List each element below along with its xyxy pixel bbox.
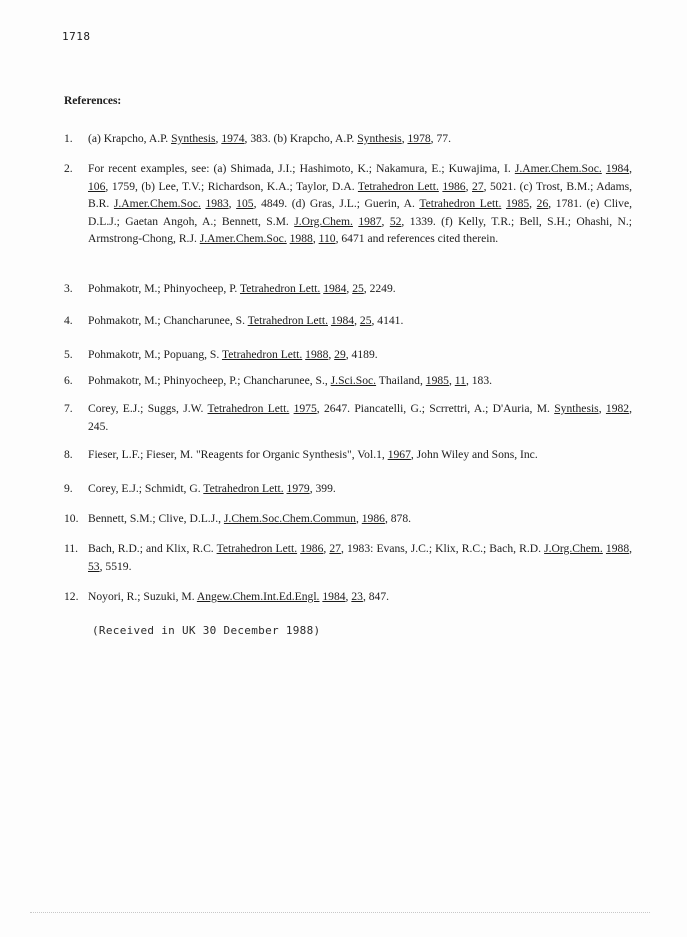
citation-underlined: 1979 <box>286 482 310 495</box>
reference-text <box>88 160 632 248</box>
citation-text: , 2647. Piancatelli, G.; Scrrettri, A.; D'Auria, M. <box>316 402 555 415</box>
citation-underlined: 1986 <box>442 179 466 193</box>
citation-underlined: 1984 <box>605 162 630 175</box>
reference-item <box>64 510 632 528</box>
citation-text: Thailand, <box>376 374 426 387</box>
reference-number: 7. <box>64 402 73 415</box>
citation-underlined: 110 <box>318 232 336 245</box>
citation-underlined: 25 <box>352 282 364 295</box>
citation-underlined: 52 <box>389 214 402 228</box>
reference-number: 4. <box>64 314 73 327</box>
citation-underlined: 1987 <box>358 214 382 228</box>
citation-text: , 183. <box>465 374 493 387</box>
reference-item <box>64 400 632 435</box>
reference-text <box>88 510 632 528</box>
citation-text: , <box>312 232 319 245</box>
citation-underlined: Synthesis <box>554 402 599 415</box>
citation-underlined: J.Sci.Soc. <box>330 374 377 387</box>
citation-underlined: 105 <box>236 197 254 210</box>
citation-underlined: J.Amer.Chem.Soc. <box>199 232 287 245</box>
citation-text: , <box>354 314 360 327</box>
citation-text: , <box>381 214 390 228</box>
citation-underlined: 1967 <box>387 448 411 461</box>
citation-underlined: 1985 <box>505 197 530 210</box>
citation-underlined: 1984 <box>323 282 347 295</box>
reference-text <box>88 280 632 298</box>
citation-text: , <box>323 542 330 555</box>
citation-text: , <box>598 402 606 415</box>
citation-underlined: 29 <box>334 348 346 361</box>
citation-text: , John Wiley and Sons, Inc. <box>410 448 538 461</box>
citation-underlined: 1988 <box>605 542 630 555</box>
reference-text <box>88 312 632 330</box>
citation-underlined: Angew.Chem.Int.Ed.Engl. <box>196 590 320 603</box>
citation-underlined: 23 <box>351 590 363 603</box>
citation-underlined: 1978 <box>407 132 431 145</box>
citation-text: Corey, E.J.; Schmidt, G. <box>88 482 204 495</box>
citation-underlined: 1986 <box>361 512 385 525</box>
citation-underlined: J.Org.Chem. <box>544 542 603 555</box>
reference-text <box>88 400 632 435</box>
citation-underlined: 27 <box>329 542 341 555</box>
citation-text: , 1339. (f) Kelly, T.R.; Bell, S.H.; Ohashi, N.; Armstrong-Chong, R.J. <box>88 214 633 245</box>
reference-number: 1. <box>64 132 73 145</box>
citation-underlined: 53 <box>88 559 100 573</box>
citation-text: , <box>401 132 408 145</box>
citation-underlined: J.Amer.Chem.Soc. <box>113 197 201 210</box>
citation-text: , 6471 and references cited therein. <box>335 232 499 245</box>
citation-text: , 5021. (c) Trost, B.M.; Adams, B.R. <box>88 179 633 210</box>
citation-text: , 4141. <box>371 314 404 327</box>
citation-text: , <box>629 162 632 175</box>
citation-text: , <box>215 132 222 145</box>
citation-underlined: 1983 <box>205 197 229 210</box>
citation-text: Bennett, S.M.; Clive, D.L.J., <box>88 512 224 525</box>
citation-underlined: 1988 <box>305 348 329 361</box>
citation-text: Fieser, L.F.; Fieser, M. "Reagents for Organic Synthesis", Vol.1, <box>88 448 388 461</box>
citation-underlined: 1984 <box>322 590 346 603</box>
scan-artifact-dots <box>30 912 650 915</box>
citation-text: , 1781. (e) Clive, D.L.J.; Gaetan Angoh, A.; Bennett, S.M. <box>88 197 632 228</box>
citation-text: , 383. (b) Krapcho, A.P. <box>244 132 358 145</box>
reference-text <box>88 346 632 364</box>
citation-text: , 399. <box>309 482 336 495</box>
citation-text: , 1759, (b) Lee, T.V.; Richardson, K.A.; Taylor, D.A. <box>105 179 358 193</box>
page-number: 1718 <box>62 30 91 43</box>
reference-item <box>64 312 632 330</box>
citation-text: , <box>346 282 353 295</box>
citation-text: , <box>465 179 473 193</box>
citation-text: , <box>629 542 633 555</box>
citation-underlined: Synthesis <box>171 132 216 145</box>
citation-underlined: J.Chem.Soc.Chem.Commun <box>223 512 356 525</box>
citation-underlined: 26 <box>536 197 549 210</box>
citation-text: , 4189. <box>345 348 378 361</box>
citation-text: , 77. <box>430 132 451 145</box>
citation-underlined: Tetrahedron Lett. <box>357 179 439 193</box>
citation-underlined: 11 <box>454 374 466 387</box>
reference-number: 6. <box>64 374 73 387</box>
citation-text: Pohmakotr, M.; Chancharunee, S. <box>88 314 248 327</box>
reference-number: 3. <box>64 282 73 295</box>
reference-number: 11. <box>64 542 79 555</box>
received-note: (Received in UK 30 December 1988) <box>92 624 321 637</box>
citation-text: Pohmakotr, M.; Popuang, S. <box>88 348 222 361</box>
citation-underlined: Tetrahedron Lett. <box>247 314 328 327</box>
reference-item <box>64 130 632 148</box>
citation-text: , 878. <box>384 512 412 525</box>
citation-text: , 1983: Evans, J.C.; Klix, R.C.; Bach, R.D. <box>340 542 545 555</box>
citation-underlined: Tetrahedron Lett. <box>207 402 290 415</box>
citation-text: Pohmakotr, M.; Phinyocheep, P.; Chancharunee, S., <box>88 374 331 387</box>
citation-text: , 245. <box>88 402 632 433</box>
citation-text: Noyori, R.; Suzuki, M. <box>88 590 197 603</box>
citation-text: Bach, R.D.; and Klix, R.C. <box>88 542 217 555</box>
citation-underlined: Tetrahedron Lett. <box>419 197 502 210</box>
reference-item <box>64 346 632 364</box>
citation-underlined: Tetrahedron Lett. <box>221 348 303 361</box>
citation-underlined: 1988 <box>289 232 313 245</box>
reference-number: 2. <box>64 162 73 175</box>
citation-text: Pohmakotr, M.; Phinyocheep, P. <box>88 282 240 295</box>
citation-underlined: 1975 <box>293 402 317 415</box>
reference-text <box>88 480 632 498</box>
citation-text: , <box>355 512 362 525</box>
citation-underlined: J.Amer.Chem.Soc. <box>514 162 602 175</box>
reference-item <box>64 446 632 464</box>
citation-text: (a) Krapcho, A.P. <box>88 132 172 145</box>
reference-text <box>88 372 632 390</box>
citation-text: , 5519. <box>99 559 132 573</box>
citation-text: Corey, E.J.; Suggs, J.W. <box>88 402 208 415</box>
citation-underlined: Tetrahedron Lett. <box>239 282 321 295</box>
citation-text: , 4849. (d) Gras, J.L.; Guerin, A. <box>253 197 420 210</box>
reference-number: 12. <box>64 590 79 603</box>
citation-underlined: 1984 <box>330 314 355 327</box>
citation-text: , <box>345 590 352 603</box>
citation-underlined: 25 <box>359 314 372 327</box>
citation-text: For recent examples, see: (a) Shimada, J.I.; Hashimoto, K.; Nakamura, E.; Kuwajima, I. <box>88 162 515 175</box>
reference-number: 8. <box>64 448 73 461</box>
reference-item <box>64 160 632 248</box>
citation-underlined: Tetrahedron Lett. <box>203 482 284 495</box>
reference-number: 10. <box>64 512 79 525</box>
citation-underlined: 1985 <box>425 374 449 387</box>
references-heading: References: <box>64 95 122 107</box>
reference-text <box>88 540 632 575</box>
citation-underlined: 1982 <box>605 402 630 415</box>
reference-text <box>88 130 632 148</box>
reference-item <box>64 372 632 390</box>
reference-number: 5. <box>64 348 73 361</box>
citation-text: , <box>328 348 335 361</box>
citation-underlined: 27 <box>472 179 484 193</box>
reference-item <box>64 540 632 575</box>
reference-number: 9. <box>64 482 73 495</box>
citation-underlined: Tetrahedron Lett. <box>216 542 298 555</box>
citation-underlined: 1986 <box>300 542 324 555</box>
reference-item <box>64 588 632 606</box>
citation-text: , <box>448 374 455 387</box>
citation-text: , 2249. <box>363 282 396 295</box>
citation-text: , <box>529 197 537 210</box>
reference-item <box>64 480 632 498</box>
citation-underlined: J.Org.Chem. <box>294 214 353 228</box>
citation-text: , 847. <box>362 590 390 603</box>
reference-text <box>88 446 632 464</box>
citation-underlined: 1974 <box>221 132 245 145</box>
reference-item <box>64 280 632 298</box>
reference-text <box>88 588 632 606</box>
citation-text: , <box>228 197 237 210</box>
citation-underlined: 106 <box>88 179 106 193</box>
citation-underlined: Synthesis <box>357 132 402 145</box>
